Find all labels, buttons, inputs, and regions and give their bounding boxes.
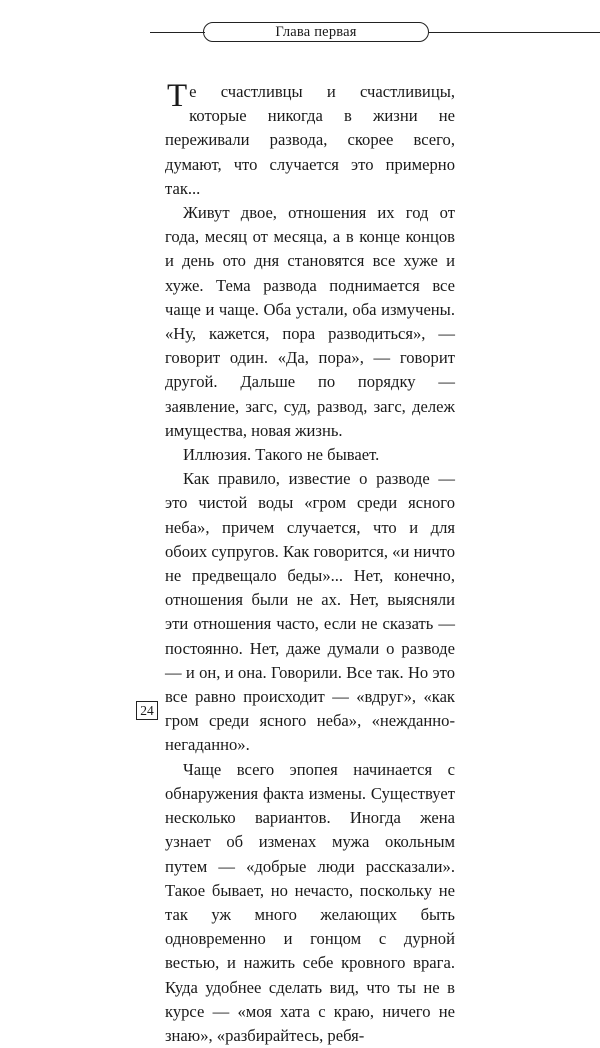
header-rule-right <box>429 32 600 33</box>
chapter-title: Глава первая <box>203 22 429 42</box>
paragraph <box>165 80 455 201</box>
paragraph: Иллюзия. Такого не бывает. <box>183 445 380 465</box>
running-header <box>150 22 450 44</box>
body-text <box>165 80 455 1048</box>
paragraph-text: е счастливцы и счастливицы, которые никогда в жизни не переживали развода, скорее всего, думают, что случается это примерно так... <box>165 82 455 198</box>
page-number: 24 <box>136 701 158 720</box>
paragraph: Живут двое, отношения их год от года, месяц от месяца, а в конце концов и день ото дня становятся все хуже и хуже. Тема развода поднимается все чаще и чаще. Оба устали, оба измучены. «Ну, кажется, пора разводиться», — говорит один. «Да, пора», — говорит другой. Дальше по порядку — заявление, загс, суд, развод, загс, дележ имущества, новая жизнь. <box>165 203 455 440</box>
header-rule-left <box>150 32 205 33</box>
drop-cap: Т <box>167 78 188 114</box>
paragraph: Чаще всего эпопея начинается с обнаружения факта измены. Существует несколько вариантов. Иногда жена узнает об изменах мужа окольным путем — «добрые люди рассказали». Такое бывает, но нечасто, поскольку не так уж много желающих быть одновременно и гонцом с дурной вестью, и нажить себе кровного врага. Куда удобнее сделать вид, что ты не в курсе — «моя хата с краю, ничего не знаю», «разбирайтесь, ребя- <box>165 759 455 1045</box>
paragraph: Как правило, известие о разводе — это чистой воды «гром среди ясного неба», причем случается, что и для обоих супругов. Как говорится, «и ничто не предвещало беды»... Нет, конечно, отношения были не ах. Нет, выясняли эти отношения часто, если не сказать — постоянно. Нет, даже думали о разводе — и он, и она. Говорили. Все так. Но это все равно происходит — «вдруг», «как гром среди ясного неба», «нежданно-негаданно». <box>165 469 455 755</box>
